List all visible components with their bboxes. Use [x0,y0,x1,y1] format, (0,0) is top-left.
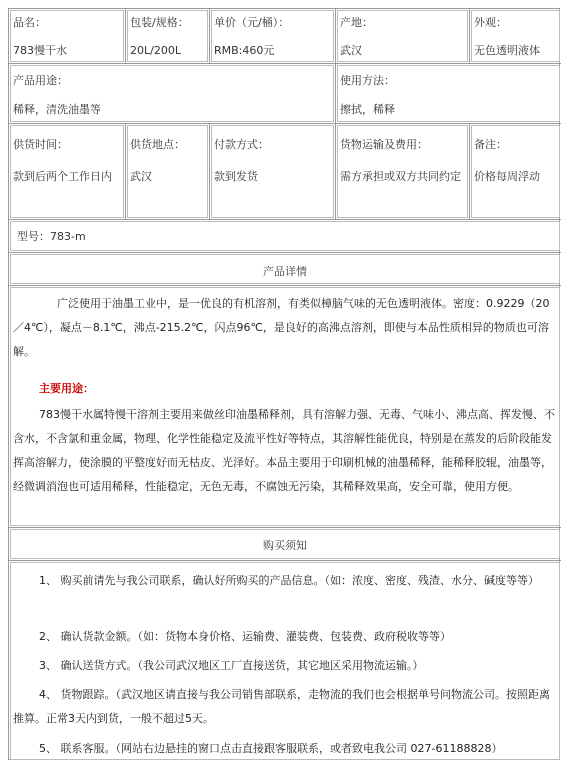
notice-item-1: 1、 购买前请先与我公司联系，确认好所购买的产品信息。（如：浓度、密度、残渣、水分、碱度等等） [39,574,539,587]
notice-title: 购买须知 [263,539,307,552]
product-table [8,8,560,760]
cell-appearance [470,9,561,64]
value-appearance: 无色透明液体 [474,44,540,57]
detail-title: 产品详情 [263,265,307,278]
value-payment: 款到发货 [214,170,258,183]
value-supply-time: 款到后两个工作日内 [13,170,112,183]
cell-payment [210,124,336,220]
notice-item-2: 2、 确认货款金额。（如：货物本身价格、运输费、灌装费、包装费、政府税收等等） [39,630,451,643]
value-origin: 武汉 [340,44,362,57]
value-supply-place: 武汉 [130,170,152,183]
detail-intro: 广泛使用于油墨工业中，是一优良的有机溶剂，有类似樟脑气味的无色透明液体。密度：0.9229（20／4℃），凝点－8.1℃，沸点-215.2℃，闪点96℃，是良好的高沸点溶剂，即使与本品性质相异的物质也可溶解。 [13,297,550,358]
usage-title: 主要用途： [39,382,94,395]
value-shipping: 需方承担或双方共同约定 [340,170,461,183]
usage-heading [39,377,557,401]
value-price: RMB:460元 [214,44,275,57]
label-supply-place: 供货地点： [130,138,185,151]
label-payment: 付款方式： [214,138,269,151]
label-supply-time: 供货时间： [13,138,68,151]
value-product-name: 783慢干水 [13,44,67,57]
cell-packaging [126,9,210,64]
notice-header [9,528,561,561]
label-usage-method: 使用方法： [340,74,395,87]
notice-item-5: 5、 联系客服。（网站右边悬挂的窗口点击直接跟客服联系，或者致电我公司 027-61188828） [39,742,503,755]
label-product-use: 产品用途： [13,74,68,87]
model-text: 型号：783-m [17,230,86,243]
notice-item-4: 4、 货物跟踪。（武汉地区请直接与我公司销售部联系，走物流的我们也会根据单号问物流公司。按照距离推算。正常3天内到货，一般不超过5天。 [13,688,550,725]
cell-remarks [470,124,561,220]
label-origin: 产地： [340,16,373,29]
cell-supply-place [126,124,210,220]
notice-body [9,561,561,761]
cell-usage-method [336,64,561,124]
cell-shipping [336,124,470,220]
cell-supply-time [9,124,126,220]
notice-item-3: 3、 确认送货方式。（我公司武汉地区工厂直接送货，其它地区采用物流运输。） [39,659,424,672]
label-packaging: 包装/规格： [130,16,189,29]
value-usage-method: 擦拭，稀释 [340,103,395,116]
cell-product-use [9,64,336,124]
cell-price [210,9,336,64]
detail-header [9,253,561,286]
label-product-name: 品名： [13,16,46,29]
usage-text: 783慢干水属特慢干溶剂主要用来做丝印油墨稀释剂，具有溶解力强、无毒、气味小、沸点高、挥发慢、不含水，不含氯和重金属，物理、化学性能稳定及流平性好等特点，其溶解性能优良，特别是在蒸发的后阶段能发挥高溶解力，使涂膜的平整度好而无枯皮、光泽好。本品主要用于印刷机械的油墨稀释，能稀释胶辊，油墨等，经微调消泡也可适用稀释，性能稳定，无色无毒，不腐蚀无污染，其稀释效果高，安全可靠，使用方便。 [13,408,555,493]
label-remarks: 备注： [474,138,507,151]
label-appearance: 外观： [474,16,507,29]
value-product-use: 稀释，清洗油墨等 [13,103,101,116]
cell-origin [336,9,470,64]
label-shipping: 货物运输及费用： [340,138,428,151]
cell-model [9,220,561,253]
cell-product-name [9,9,126,64]
detail-body [9,286,561,528]
value-remarks: 价格每周浮动 [474,170,540,183]
value-packaging: 20L/200L [130,44,181,57]
label-price: 单价（元/桶）： [214,16,290,29]
